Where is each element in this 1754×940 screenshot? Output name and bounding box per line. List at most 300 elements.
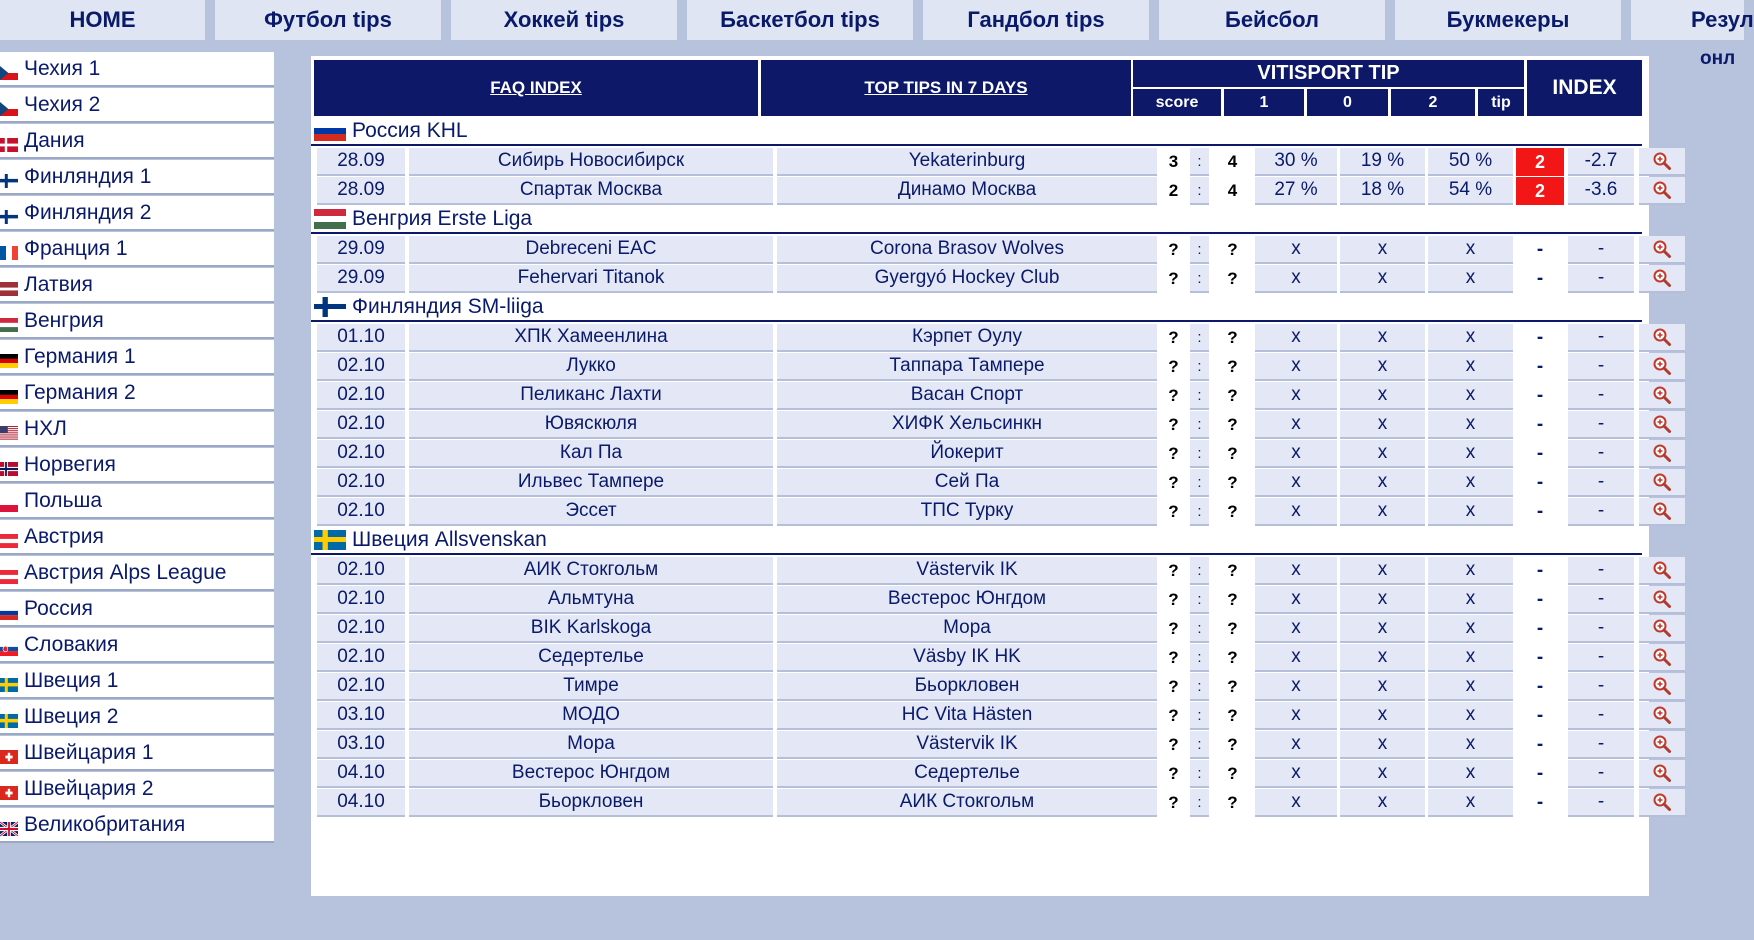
zoom-icon[interactable] xyxy=(1639,702,1685,730)
prob-2: x xyxy=(1428,586,1513,614)
prob-0: x xyxy=(1340,236,1425,264)
sidebar-item[interactable] xyxy=(0,448,274,483)
prob-1: x xyxy=(1255,789,1337,817)
sidebar-item[interactable] xyxy=(0,808,274,843)
score-home: 3 xyxy=(1168,152,1179,171)
away-team: Кэрпет Оулу xyxy=(777,324,1157,352)
score-colon: : xyxy=(1190,469,1209,497)
tip-badge: - xyxy=(1536,501,1544,522)
score-home: ? xyxy=(1168,473,1179,492)
score-home: ? xyxy=(1168,590,1179,609)
flag-ch-icon xyxy=(0,782,18,796)
match-date: 02.10 xyxy=(317,498,405,526)
sidebar-item[interactable] xyxy=(0,700,274,735)
score-home: ? xyxy=(1168,648,1179,667)
flag-at-icon xyxy=(0,530,18,544)
tip-badge: - xyxy=(1536,618,1544,639)
score-home: ? xyxy=(1168,240,1179,259)
prob-2: x xyxy=(1428,615,1513,643)
prob-2: x xyxy=(1428,673,1513,701)
sidebar-item-label: Швейцария 1 xyxy=(24,740,154,764)
away-team: Седертелье xyxy=(777,760,1157,788)
sidebar-item[interactable] xyxy=(0,340,274,375)
score-away: ? xyxy=(1227,357,1238,376)
sidebar-item[interactable] xyxy=(0,124,274,159)
prob-1-header: 1 xyxy=(1224,89,1304,116)
score-colon: : xyxy=(1190,440,1209,468)
score-colon: : xyxy=(1190,265,1209,293)
score-away: ? xyxy=(1227,473,1238,492)
match-date: 29.09 xyxy=(317,265,405,293)
table-row xyxy=(311,382,1642,410)
league-name: Швеция Allsvenskan xyxy=(352,528,547,551)
zoom-icon[interactable] xyxy=(1639,411,1685,439)
table-row xyxy=(311,177,1642,205)
home-team: Тимре xyxy=(409,673,773,701)
nav-bookmakers[interactable]: Букмекеры xyxy=(1395,0,1621,40)
tip-badge: - xyxy=(1536,589,1544,610)
index-value: - xyxy=(1568,702,1634,730)
match-date: 02.10 xyxy=(317,353,405,381)
prob-2: x xyxy=(1428,702,1513,730)
prob-1: 30 % xyxy=(1255,148,1337,176)
score-home: ? xyxy=(1168,619,1179,638)
index-value: - xyxy=(1568,236,1634,264)
away-team: Västervik IK xyxy=(777,731,1157,759)
sidebar-item-label: Австрия Alps League xyxy=(24,560,227,584)
prob-0: x xyxy=(1340,644,1425,672)
score-home: 2 xyxy=(1168,181,1179,200)
tip-value xyxy=(1516,615,1564,643)
tip-value xyxy=(1516,498,1564,526)
tip-value xyxy=(1516,177,1564,205)
score-home: ? xyxy=(1168,269,1179,288)
score-home: ? xyxy=(1168,561,1179,580)
tip-badge: - xyxy=(1536,560,1544,581)
sidebar-item-label: Швейцария 2 xyxy=(24,776,154,800)
faq-index-header[interactable] xyxy=(314,60,758,116)
nav-online-cut[interactable]: онл xyxy=(1700,48,1736,69)
flag-ru-icon xyxy=(314,121,346,141)
prob-1: x xyxy=(1255,498,1337,526)
home-team: Debreceni EAC xyxy=(409,236,773,264)
sidebar-item[interactable] xyxy=(0,376,274,411)
tip-badge: - xyxy=(1536,763,1544,784)
prob-2: x xyxy=(1428,382,1513,410)
zoom-icon[interactable] xyxy=(1639,265,1685,293)
tip-value xyxy=(1516,440,1564,468)
index-header: INDEX xyxy=(1527,60,1642,116)
score-colon: : xyxy=(1190,615,1209,643)
score-colon: : xyxy=(1190,731,1209,759)
index-value: - xyxy=(1568,760,1634,788)
prob-0-header: 0 xyxy=(1307,89,1388,116)
sidebar-item-label: НХЛ xyxy=(24,416,67,440)
home-team: Кал Па xyxy=(409,440,773,468)
score-home: ? xyxy=(1168,386,1179,405)
score-away: ? xyxy=(1227,561,1238,580)
sidebar-item-label: Великобритания xyxy=(24,812,186,836)
score-colon: : xyxy=(1190,498,1209,526)
home-team: Альмтуна xyxy=(409,586,773,614)
prob-0: x xyxy=(1340,731,1425,759)
away-team: Gyergyó Hockey Club xyxy=(777,265,1157,293)
tip-badge: - xyxy=(1536,414,1544,435)
away-team: Вестерос Юнгдом xyxy=(777,586,1157,614)
league-name: Россия KHL xyxy=(352,119,468,142)
score-away: ? xyxy=(1227,415,1238,434)
tip-value xyxy=(1516,353,1564,381)
index-value: - xyxy=(1568,440,1634,468)
index-value: - xyxy=(1568,265,1634,293)
zoom-icon[interactable] xyxy=(1639,177,1685,205)
sidebar-item-label: Швеция 2 xyxy=(24,704,119,728)
index-value: - xyxy=(1568,673,1634,701)
prob-1: x xyxy=(1255,324,1337,352)
match-date: 03.10 xyxy=(317,702,405,730)
match-date: 02.10 xyxy=(317,411,405,439)
league-header xyxy=(311,294,1642,322)
sidebar-item[interactable] xyxy=(0,664,274,699)
score-colon: : xyxy=(1190,760,1209,788)
home-team: Седертелье xyxy=(409,644,773,672)
tip-badge: - xyxy=(1536,705,1544,726)
faq-index-link[interactable]: FAQ INDEX xyxy=(490,78,582,97)
zoom-icon[interactable] xyxy=(1639,148,1685,176)
score-away: ? xyxy=(1227,677,1238,696)
sidebar-item[interactable] xyxy=(0,412,274,447)
tip-value xyxy=(1516,236,1564,264)
zoom-icon[interactable] xyxy=(1639,440,1685,468)
table-row xyxy=(311,586,1642,614)
prob-0: x xyxy=(1340,411,1425,439)
score-home: ? xyxy=(1168,735,1179,754)
home-team: Ильвес Тампере xyxy=(409,469,773,497)
sidebar-item-label: Германия 1 xyxy=(24,344,136,368)
prob-1: 27 % xyxy=(1255,177,1337,205)
sidebar-item-label: Финляндия 2 xyxy=(24,200,152,224)
prob-1: x xyxy=(1255,760,1337,788)
score-away: ? xyxy=(1227,735,1238,754)
score-colon: : xyxy=(1190,557,1209,585)
tip-value xyxy=(1516,265,1564,293)
score-home: ? xyxy=(1168,357,1179,376)
zoom-icon[interactable] xyxy=(1639,353,1685,381)
away-team: Väsby IK HK xyxy=(777,644,1157,672)
home-team: BIK Karlskoga xyxy=(409,615,773,643)
prob-2: x xyxy=(1428,236,1513,264)
score-home: ? xyxy=(1168,677,1179,696)
prob-1: x xyxy=(1255,411,1337,439)
flag-pl-icon xyxy=(0,494,18,508)
prob-2: 54 % xyxy=(1428,177,1513,205)
score-away: 4 xyxy=(1227,152,1238,171)
match-date: 02.10 xyxy=(317,615,405,643)
prob-0: x xyxy=(1340,498,1425,526)
tip-badge: 2 xyxy=(1534,180,1545,201)
away-team: АИК Стокгольм xyxy=(777,789,1157,817)
sidebar-item[interactable] xyxy=(0,52,274,87)
zoom-icon[interactable] xyxy=(1639,557,1685,585)
prob-2: x xyxy=(1428,440,1513,468)
away-team: ХИФК Хельсинкн xyxy=(777,411,1157,439)
tip-badge: - xyxy=(1536,327,1544,348)
prob-1: x xyxy=(1255,265,1337,293)
flag-se-icon xyxy=(314,530,346,550)
score-away: ? xyxy=(1227,764,1238,783)
sidebar-item[interactable] xyxy=(0,772,274,807)
away-team: Бьоркловен xyxy=(777,673,1157,701)
prob-0: x xyxy=(1340,789,1425,817)
flag-no-icon xyxy=(0,458,18,472)
index-value: - xyxy=(1568,469,1634,497)
prob-0: 18 % xyxy=(1340,177,1425,205)
prob-2: x xyxy=(1428,731,1513,759)
flag-hu-icon xyxy=(314,209,346,229)
home-team: Пеликанс Лахти xyxy=(409,382,773,410)
away-team: Динамо Москва xyxy=(777,177,1157,205)
tip-badge: - xyxy=(1536,734,1544,755)
zoom-icon[interactable] xyxy=(1639,324,1685,352)
prob-2: x xyxy=(1428,789,1513,817)
score-away: 4 xyxy=(1227,181,1238,200)
score-colon: : xyxy=(1190,353,1209,381)
nav-results[interactable]: Резул xyxy=(1631,0,1744,40)
nav-hockey-tips[interactable]: Хоккей tips xyxy=(451,0,677,40)
tip-badge: - xyxy=(1536,239,1544,260)
score-away: ? xyxy=(1227,619,1238,638)
flag-fi-icon xyxy=(0,170,18,184)
score-home: ? xyxy=(1168,502,1179,521)
table-row xyxy=(311,702,1642,730)
prob-1: x xyxy=(1255,236,1337,264)
flag-ru-icon xyxy=(0,602,18,616)
score-colon: : xyxy=(1190,236,1209,264)
nav-home[interactable]: HOME xyxy=(0,0,205,40)
index-value: - xyxy=(1568,382,1634,410)
home-team: Эссет xyxy=(409,498,773,526)
home-team: Ювяскюля xyxy=(409,411,773,439)
flag-hu-icon xyxy=(0,314,18,328)
match-date: 02.10 xyxy=(317,644,405,672)
prob-0: 19 % xyxy=(1340,148,1425,176)
sidebar-item[interactable] xyxy=(0,232,274,267)
away-team: Yekaterinburg xyxy=(777,148,1157,176)
league-header xyxy=(311,206,1642,234)
sidebar-item[interactable] xyxy=(0,196,274,231)
table-row xyxy=(311,324,1642,352)
table-row xyxy=(311,615,1642,643)
sidebar-item-label: Дания xyxy=(24,128,85,152)
score-colon: : xyxy=(1190,411,1209,439)
sidebar-item[interactable] xyxy=(0,736,274,771)
zoom-icon[interactable] xyxy=(1639,498,1685,526)
prob-1: x xyxy=(1255,586,1337,614)
match-date: 01.10 xyxy=(317,324,405,352)
zoom-icon[interactable] xyxy=(1639,644,1685,672)
flag-sk-icon xyxy=(0,638,18,652)
nav-basketball-tips[interactable]: Баскетбол tips xyxy=(687,0,913,40)
sidebar-item-label: Чехия 1 xyxy=(24,56,101,80)
flag-fr-icon xyxy=(0,242,18,256)
table-row xyxy=(311,498,1642,526)
prob-1: x xyxy=(1255,644,1337,672)
away-team: Мора xyxy=(777,615,1157,643)
flag-at-icon xyxy=(0,566,18,580)
score-colon: : xyxy=(1190,673,1209,701)
sidebar-item-label: Финляндия 1 xyxy=(24,164,152,188)
tip-value xyxy=(1516,731,1564,759)
table-row xyxy=(311,469,1642,497)
table-row xyxy=(311,236,1642,264)
prob-1: x xyxy=(1255,673,1337,701)
away-team: ТПС Турку xyxy=(777,498,1157,526)
table-row xyxy=(311,265,1642,293)
zoom-icon[interactable] xyxy=(1639,731,1685,759)
zoom-icon[interactable] xyxy=(1639,236,1685,264)
index-value: - xyxy=(1568,411,1634,439)
nav-football-tips[interactable]: Футбол tips xyxy=(215,0,441,40)
home-team: Лукко xyxy=(409,353,773,381)
flag-lv-icon xyxy=(0,278,18,292)
zoom-icon[interactable] xyxy=(1639,586,1685,614)
match-date: 02.10 xyxy=(317,469,405,497)
tip-value xyxy=(1516,673,1564,701)
flag-dk-icon xyxy=(0,134,18,148)
flag-gb-icon xyxy=(0,818,18,832)
prob-1: x xyxy=(1255,469,1337,497)
index-value: - xyxy=(1568,731,1634,759)
home-team: Вестерос Юнгдом xyxy=(409,760,773,788)
flag-se-icon xyxy=(0,710,18,724)
zoom-icon[interactable] xyxy=(1639,615,1685,643)
prob-1: x xyxy=(1255,440,1337,468)
flag-de-icon xyxy=(0,386,18,400)
sidebar-item[interactable] xyxy=(0,628,274,663)
league-header xyxy=(311,527,1642,555)
sidebar-item-label: Словакия xyxy=(24,632,119,656)
score-colon: : xyxy=(1190,324,1209,352)
prob-1: x xyxy=(1255,382,1337,410)
sidebar-item[interactable] xyxy=(0,484,274,519)
prob-0: x xyxy=(1340,557,1425,585)
sidebar-item[interactable] xyxy=(0,556,274,591)
index-value: -3.6 xyxy=(1568,177,1634,205)
table-row xyxy=(311,644,1642,672)
score-away: ? xyxy=(1227,269,1238,288)
zoom-icon[interactable] xyxy=(1639,469,1685,497)
score-colon: : xyxy=(1190,586,1209,614)
prob-1: x xyxy=(1255,557,1337,585)
home-team: Бьоркловен xyxy=(409,789,773,817)
flag-fi-icon xyxy=(0,206,18,220)
away-team: Сей Па xyxy=(777,469,1157,497)
prob-1: x xyxy=(1255,702,1337,730)
table-row xyxy=(311,789,1642,817)
index-value: -2.7 xyxy=(1568,148,1634,176)
sidebar-item-label: Норвегия xyxy=(24,452,116,476)
prob-0: x xyxy=(1340,702,1425,730)
home-team: ХПК Хамеенлина xyxy=(409,324,773,352)
league-name: Венгрия Erste Liga xyxy=(352,207,533,230)
tip-badge: 2 xyxy=(1534,151,1545,172)
score-away: ? xyxy=(1227,648,1238,667)
top-tips-link[interactable]: TOP TIPS IN 7 DAYS xyxy=(864,78,1028,97)
sidebar-item-label: Германия 2 xyxy=(24,380,136,404)
prob-2: x xyxy=(1428,469,1513,497)
score-away: ? xyxy=(1227,240,1238,259)
prob-1: x xyxy=(1255,353,1337,381)
tip-value xyxy=(1516,382,1564,410)
tip-value xyxy=(1516,411,1564,439)
home-team: Fehervari Titanok xyxy=(409,265,773,293)
table-row xyxy=(311,411,1642,439)
sidebar-item-label: Россия xyxy=(24,596,93,620)
prob-0: x xyxy=(1340,469,1425,497)
flag-cz-icon xyxy=(0,98,18,112)
match-date: 28.09 xyxy=(317,148,405,176)
match-date: 04.10 xyxy=(317,789,405,817)
prob-0: x xyxy=(1340,382,1425,410)
table-row xyxy=(311,673,1642,701)
sidebar-item[interactable] xyxy=(0,592,274,627)
prob-0: x xyxy=(1340,615,1425,643)
home-team: Сибирь Новосибирск xyxy=(409,148,773,176)
prob-1: x xyxy=(1255,615,1337,643)
score-colon: : xyxy=(1190,702,1209,730)
league-name: Финляндия SM-liiga xyxy=(352,295,544,318)
sidebar-item[interactable] xyxy=(0,268,274,303)
tip-value xyxy=(1516,644,1564,672)
prob-0: x xyxy=(1340,673,1425,701)
prob-0: x xyxy=(1340,760,1425,788)
zoom-icon[interactable] xyxy=(1639,760,1685,788)
score-colon: : xyxy=(1190,177,1209,205)
tip-badge: - xyxy=(1536,385,1544,406)
tip-badge: - xyxy=(1536,676,1544,697)
nav-baseball[interactable]: Бейсбол xyxy=(1159,0,1385,40)
table-row xyxy=(311,557,1642,585)
tip-value xyxy=(1516,702,1564,730)
tip-value xyxy=(1516,469,1564,497)
home-team: АИК Стокгольм xyxy=(409,557,773,585)
zoom-icon[interactable] xyxy=(1639,673,1685,701)
table-row xyxy=(311,760,1642,788)
score-home: ? xyxy=(1168,415,1179,434)
tip-badge: - xyxy=(1536,356,1544,377)
zoom-icon[interactable] xyxy=(1639,789,1685,817)
sidebar-item[interactable] xyxy=(0,160,274,195)
tip-value xyxy=(1516,789,1564,817)
sidebar-item-label: Польша xyxy=(24,488,103,512)
score-home: ? xyxy=(1168,706,1179,725)
score-away: ? xyxy=(1227,793,1238,812)
prob-0: x xyxy=(1340,324,1425,352)
match-date: 04.10 xyxy=(317,760,405,788)
tip-value xyxy=(1516,586,1564,614)
zoom-icon[interactable] xyxy=(1639,382,1685,410)
nav-handball-tips[interactable]: Гандбол tips xyxy=(923,0,1149,40)
tip-badge: - xyxy=(1536,472,1544,493)
sidebar-item[interactable] xyxy=(0,304,274,339)
index-value: - xyxy=(1568,324,1634,352)
score-colon: : xyxy=(1190,382,1209,410)
top-tips-header[interactable] xyxy=(761,60,1131,116)
sidebar-item[interactable] xyxy=(0,520,274,555)
table-row xyxy=(311,148,1642,176)
sidebar-item[interactable] xyxy=(0,88,274,123)
score-away: ? xyxy=(1227,386,1238,405)
